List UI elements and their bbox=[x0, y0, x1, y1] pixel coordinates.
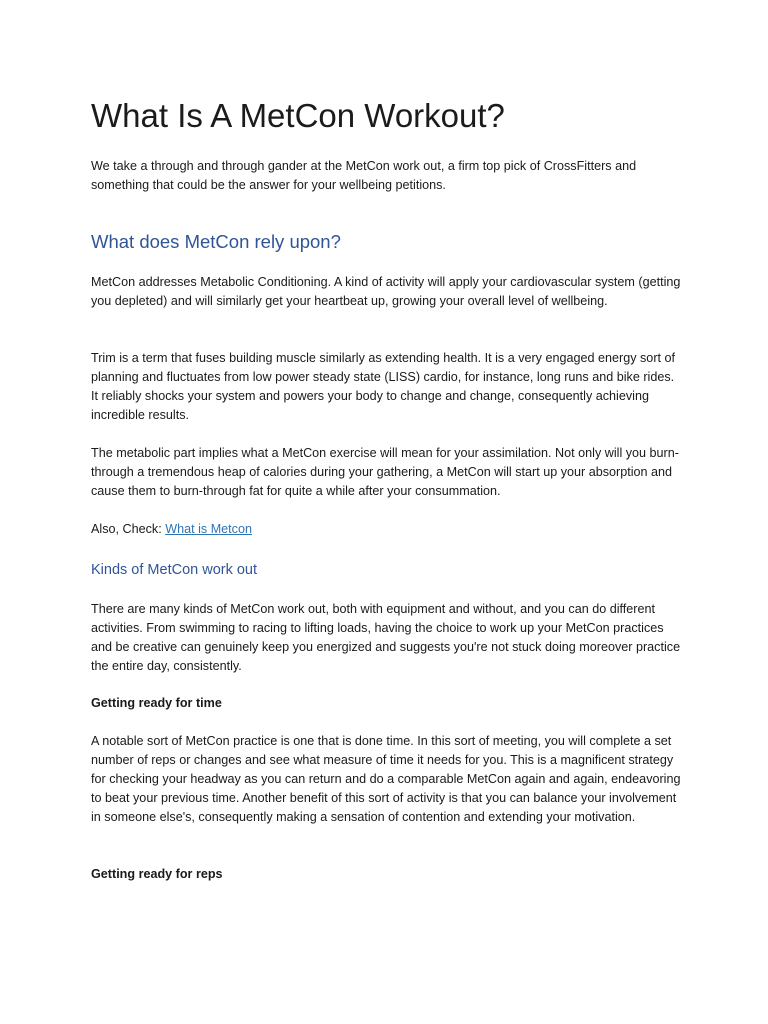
paragraph-time: A notable sort of MetCon practice is one that is done time. In this sort of meeting, you will complete a set number of reps or changes and see what measure of time it needs for you. This is a magnificent strategy for checking your headway as you can return and do a comparable MetCon again and again, endeavoring to beat your previous time. Another benefit of this sort of activity is that you can balance your involvement in someone else's, consequently making a sensation of contention and extending your motivation. bbox=[91, 734, 681, 824]
paragraph-trim: Trim is a term that fuses building muscle similarly as extending health. It is a very engaged energy sort of planning and fluctuates from low power steady state (LISS) cardio, for instance, long runs and bike rides. It reliably shocks your system and powers your body to change and change, consequently achieving incredible results. bbox=[91, 351, 676, 422]
what-is-metcon-link[interactable]: What is Metcon bbox=[165, 522, 252, 536]
also-check-label: Also, Check: bbox=[91, 522, 166, 536]
paragraph-kinds: There are many kinds of MetCon work out, both with equipment and without, and you can do different activities. From swimming to racing to lifting loads, having the choice to work up your MetCon practices and be creative can genuinely keep you energized and suggests you're not stuck doing moreover practice the entire day, consistently. bbox=[91, 602, 681, 673]
paragraph-metabolic-part: The metabolic part implies what a MetCon exercise will mean for your assimilation. Not only will you burn-through a tremendous heap of calories during your gathering, a MetCon will start up your absorption and cause them to burn-through fat for quite a while after your consummation. bbox=[91, 446, 679, 498]
section-heading-metcon-meaning: What does MetCon rely upon? bbox=[91, 231, 341, 252]
also-check-line bbox=[91, 520, 681, 539]
paragraph-metcon-definition: MetCon addresses Metabolic Conditioning. A kind of activity will apply your cardiovascular system (getting you depleted) and will similarly get your heartbeat up, growing your overall level of wellbeing. bbox=[91, 275, 681, 308]
section-heading-kinds: Kinds of MetCon work out bbox=[91, 562, 258, 578]
subheading-time: Getting ready for time bbox=[91, 696, 222, 710]
subheading-reps: Getting ready for reps bbox=[91, 867, 223, 881]
intro-paragraph: We take a through and through gander at the MetCon work out, a firm top pick of CrossFitters and something that could be the answer for your wellbeing petitions. bbox=[91, 159, 637, 192]
page-title: What Is A MetCon Workout? bbox=[91, 97, 505, 134]
